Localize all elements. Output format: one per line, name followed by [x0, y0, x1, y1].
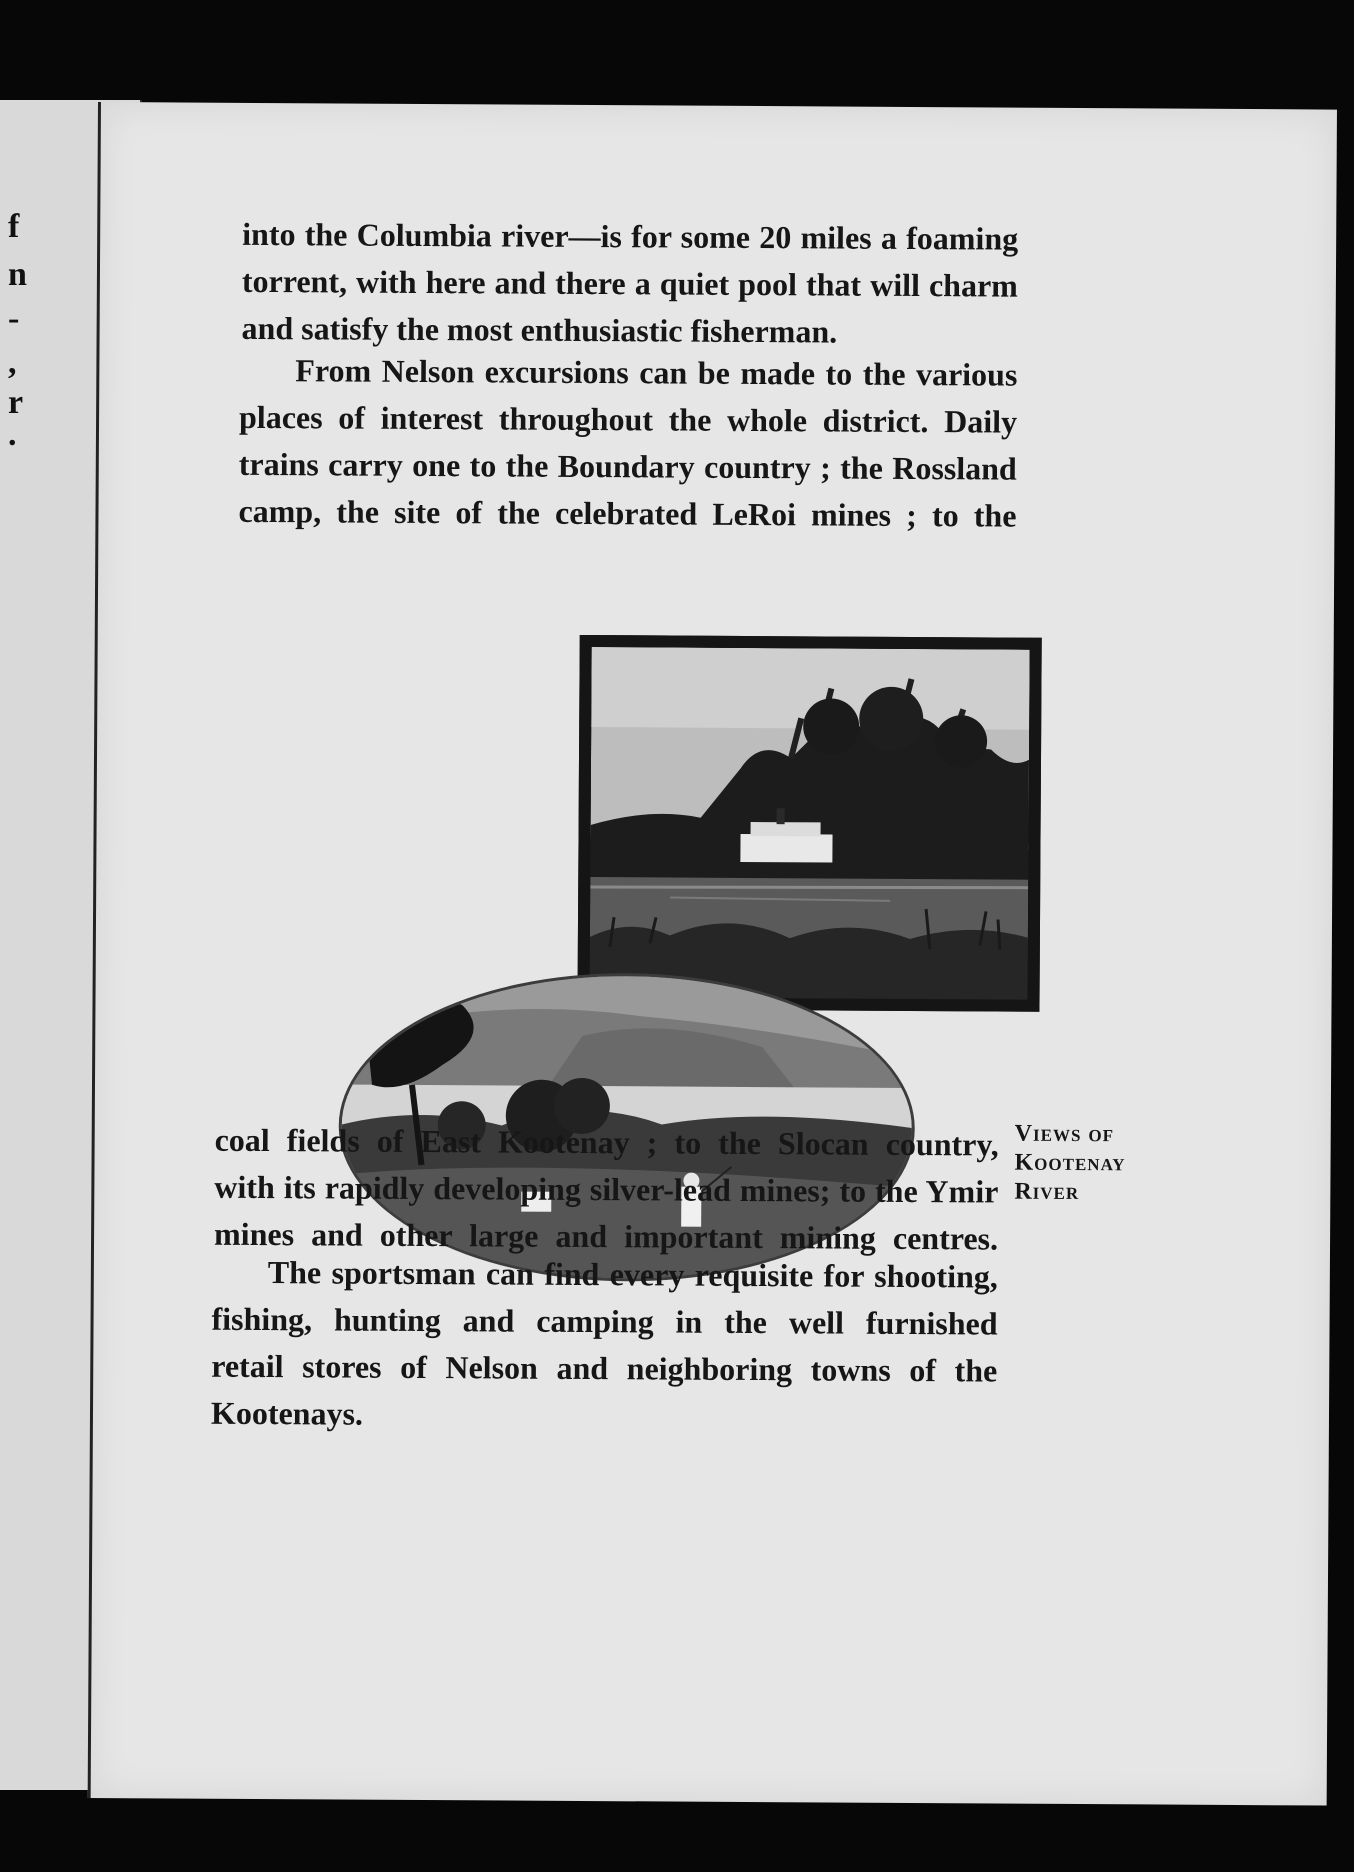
text-line: retail stores of Nelson and neighboring towns of the	[211, 1347, 998, 1389]
paragraph-nelson-excursions	[238, 347, 1017, 540]
left-page-fragment: n	[8, 256, 27, 293]
text-line: torrent, with here and there a quiet pool that will charm	[241, 262, 1019, 304]
book-page	[88, 102, 1337, 1806]
left-page-fragment: ,	[8, 344, 17, 381]
text-line: into the Columbia river—is for some 20 miles a foaming	[242, 215, 1019, 257]
paragraph-coal-fields	[214, 1117, 999, 1263]
text-line: Kootenays.	[210, 1394, 364, 1432]
photo-caption	[1014, 1120, 1126, 1208]
caption-line: Kootenay	[1014, 1149, 1126, 1177]
text-line: and satisfy the most enthusiastic fisherman.	[241, 309, 838, 350]
left-page-fragment: -	[8, 300, 20, 337]
text-line: mines and other large and important mining centres.	[213, 1215, 999, 1257]
paragraph-columbia-river	[241, 211, 1018, 357]
text-line: From Nelson excursions can be made to the various	[295, 352, 1018, 393]
paragraph-sportsman	[211, 1249, 998, 1442]
photo-kootenay-steamboat	[577, 635, 1041, 1012]
text-line: The sportsman can find every requisite for shooting,	[267, 1254, 998, 1295]
river-steamboat-photo	[590, 647, 1030, 1000]
text-line: camp, the site of the celebrated LeRoi mines ; to the	[238, 492, 1017, 534]
caption-line: Views of	[1014, 1120, 1115, 1148]
left-page-fragment: r	[8, 384, 24, 421]
text-line: with its rapidly developing silver-lead mines; to the Ymir	[214, 1168, 999, 1210]
text-line: fishing, hunting and camping in the well furnished	[211, 1300, 998, 1342]
caption-line: River	[1014, 1178, 1080, 1206]
left-page-fragment: f	[8, 208, 20, 245]
text-line: places of interest throughout the whole district. Daily	[238, 398, 1018, 440]
text-line: trains carry one to the Boundary country ; the Rossland	[238, 445, 1017, 487]
text-line: coal fields of East Kootenay ; to the Slocan country,	[214, 1121, 999, 1163]
left-page-fragment: .	[8, 416, 17, 453]
